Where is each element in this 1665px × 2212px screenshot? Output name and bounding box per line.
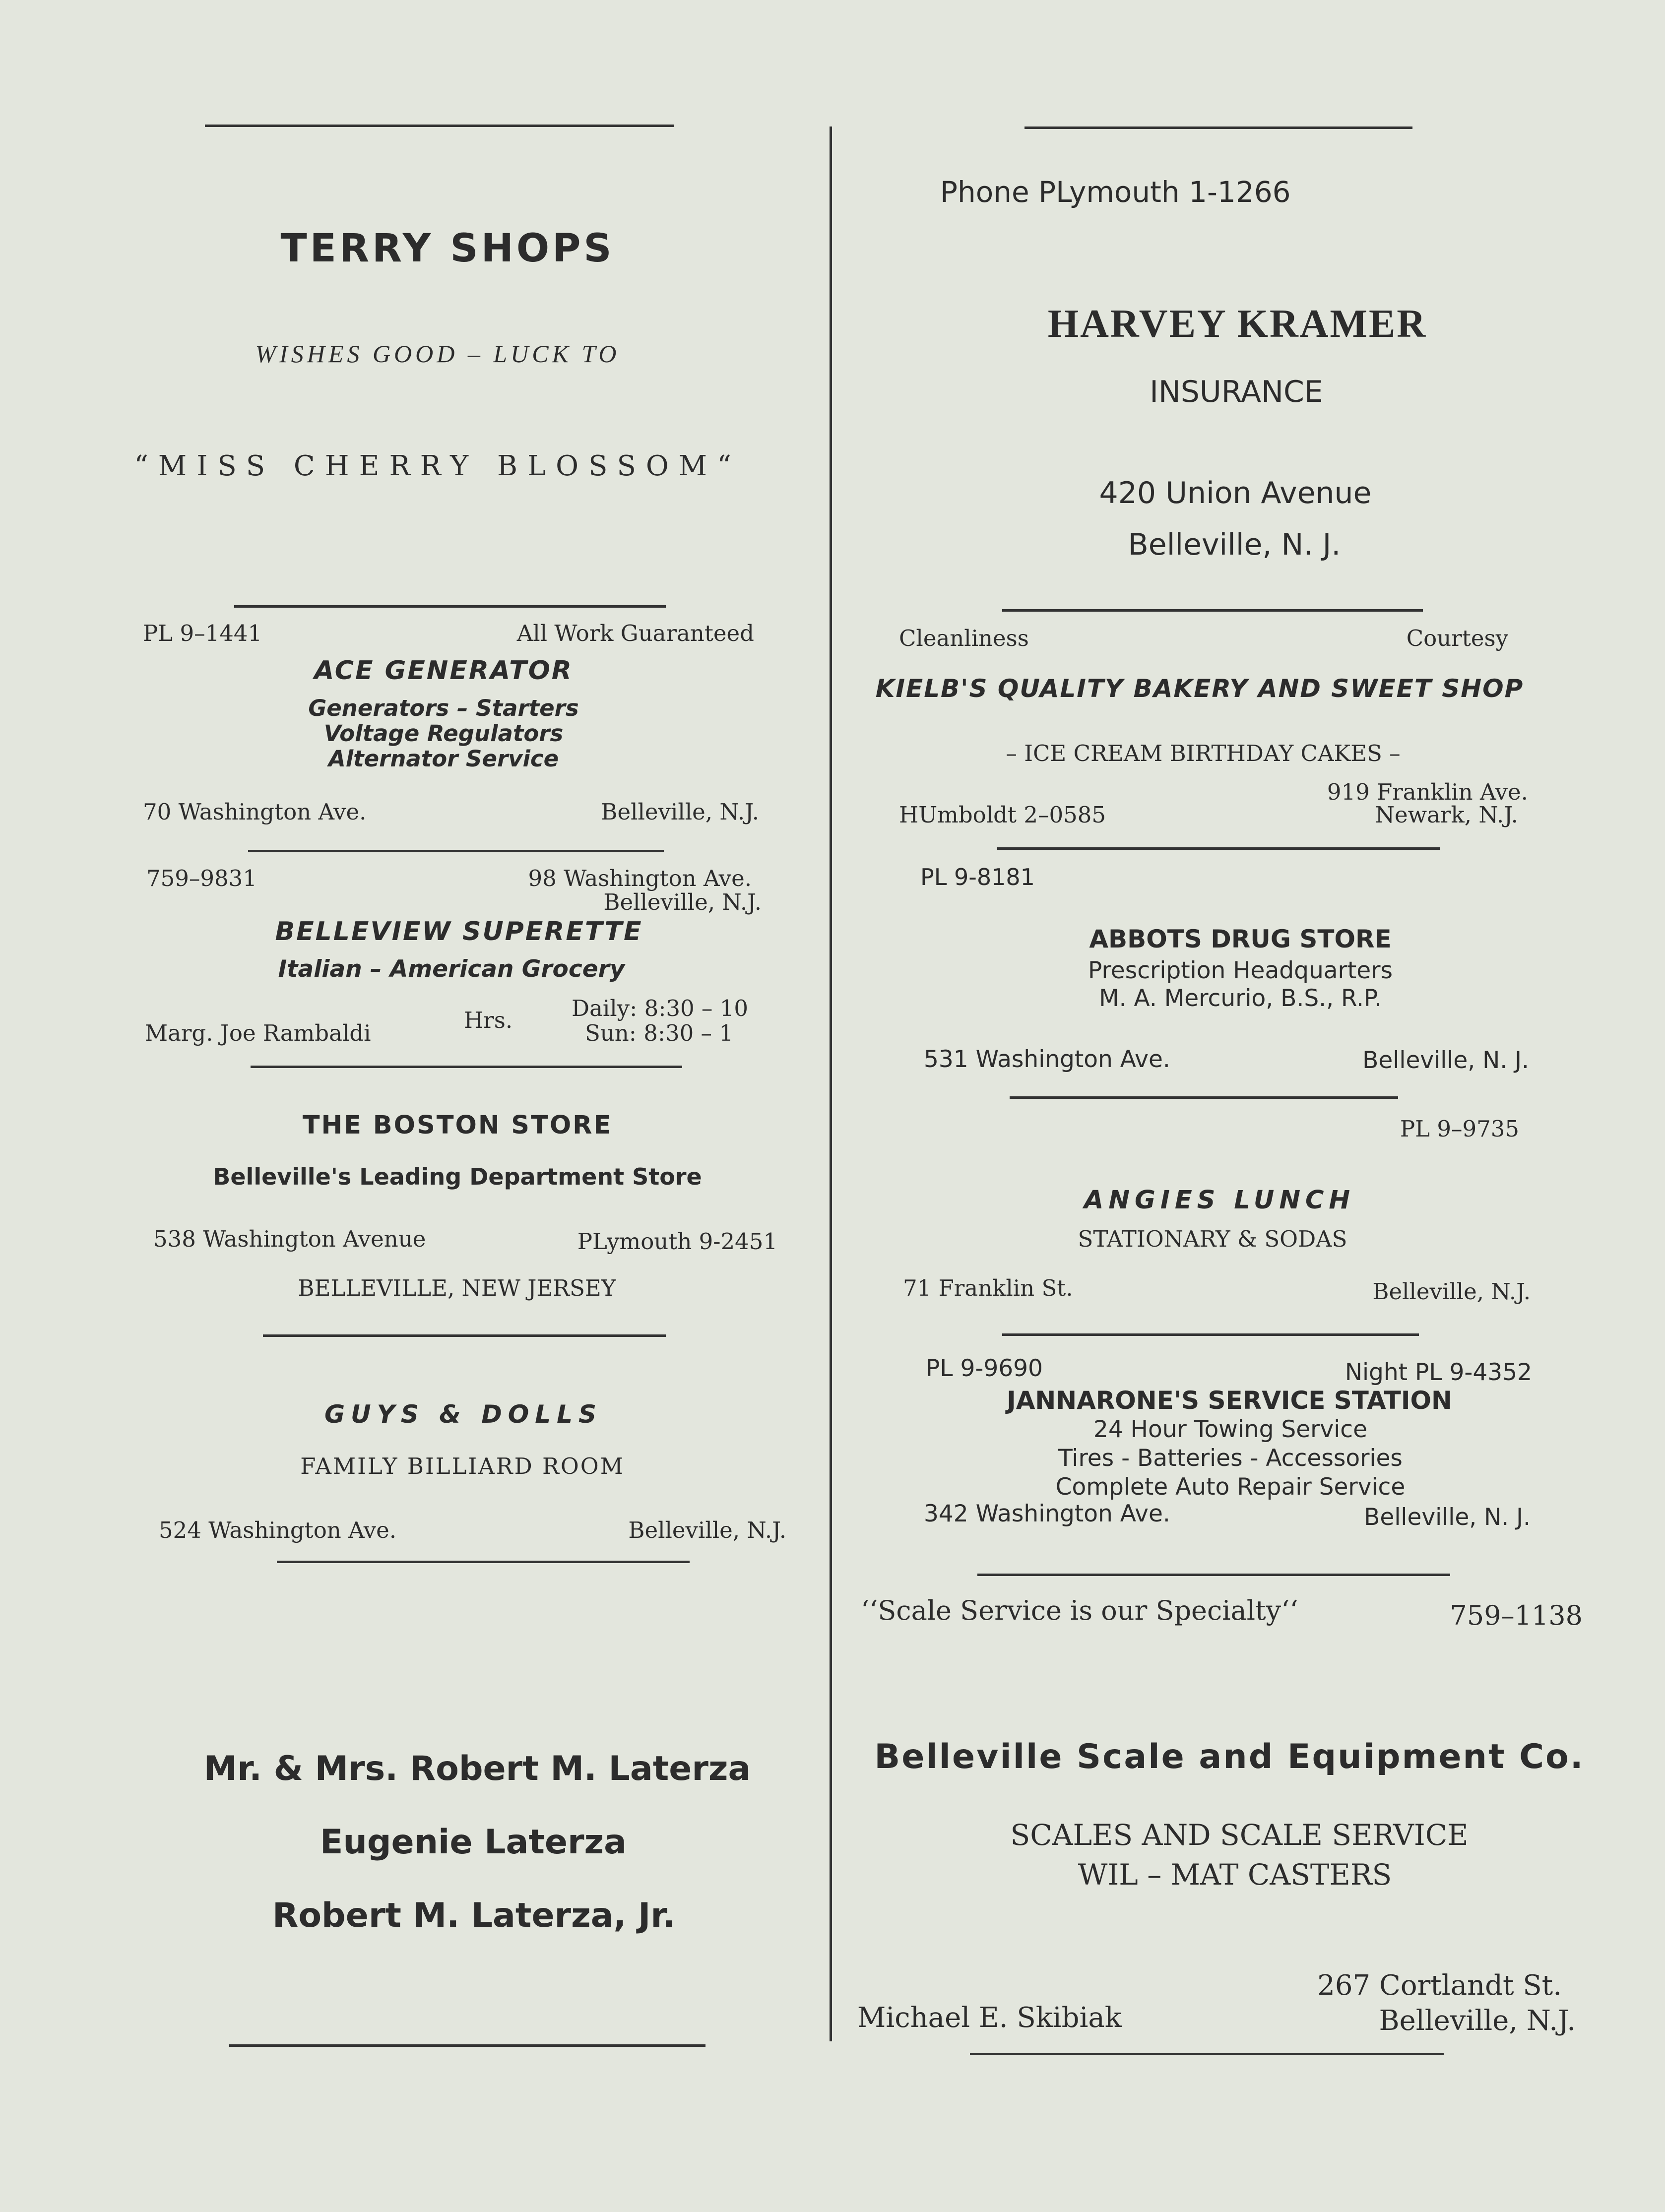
jannarone-name: JANNARONE'S SERVICE STATION xyxy=(1007,1386,1452,1415)
ace-line3: Alternator Service xyxy=(328,746,559,772)
boston-address: 538 Washington Avenue xyxy=(153,1226,426,1252)
laterza-line2: Eugenie Laterza xyxy=(320,1823,627,1862)
divider-rule xyxy=(1002,1333,1419,1336)
belleview-tagline: Italian – American Grocery xyxy=(278,955,625,983)
terry-shops-name: TERRY SHOPS xyxy=(280,226,615,271)
guys-dolls-address: 524 Washington Ave. xyxy=(159,1517,397,1543)
divider-rule xyxy=(251,1066,682,1068)
angies-address: 71 Franklin St. xyxy=(903,1275,1073,1301)
kramer-city: Belleville, N. J. xyxy=(1128,527,1341,562)
guys-dolls-name: GUYS & DOLLS xyxy=(324,1400,603,1429)
ace-address: 70 Washington Ave. xyxy=(143,799,367,825)
guys-dolls-tagline: FAMILY BILLIARD ROOM xyxy=(300,1453,625,1479)
belleview-address2: Belleville, N.J. xyxy=(603,889,762,915)
kramer-name: HARVEY KRAMER xyxy=(1047,302,1427,346)
kielb-city: Newark, N.J. xyxy=(1375,802,1518,828)
jannarone-night-phone: Night PL 9-4352 xyxy=(1345,1359,1532,1386)
laterza-line1: Mr. & Mrs. Robert M. Laterza xyxy=(203,1749,751,1788)
kielb-phone: HUmboldt 2–0585 xyxy=(899,802,1106,828)
jannarone-line3: Complete Auto Repair Service xyxy=(1055,1473,1406,1501)
laterza-line3: Robert M. Laterza, Jr. xyxy=(272,1896,676,1935)
kielb-name: KIELB'S QUALITY BAKERY AND SWEET SHOP xyxy=(875,674,1524,703)
kielb-tagline: – ICE CREAM BIRTHDAY CAKES – xyxy=(1006,740,1401,766)
ace-phone: PL 9–1441 xyxy=(143,620,262,646)
abbots-name: ABBOTS DRUG STORE xyxy=(1089,925,1392,953)
scale-address: 267 Cortlandt St. xyxy=(1317,1969,1562,2002)
angies-phone: PL 9–9735 xyxy=(1400,1116,1519,1142)
boston-phone: PLymouth 9-2451 xyxy=(577,1228,777,1255)
abbots-line1: Prescription Headquarters xyxy=(1088,957,1393,984)
bottom-rule-right xyxy=(970,2053,1444,2055)
jannarone-line2: Tires - Batteries - Accessories xyxy=(1058,1445,1403,1472)
belleview-name: BELLEVIEW SUPERETTE xyxy=(275,917,643,947)
jannarone-phone: PL 9-9690 xyxy=(926,1355,1043,1382)
belleview-sunday-hours: Sun: 8:30 – 1 xyxy=(584,1020,733,1046)
kielb-cleanliness: Cleanliness xyxy=(899,625,1029,651)
boston-tagline: Belleville's Leading Department Store xyxy=(213,1163,702,1190)
ace-name: ACE GENERATOR xyxy=(314,656,573,686)
ace-city: Belleville, N.J. xyxy=(601,799,759,825)
ace-line1: Generators – Starters xyxy=(308,695,579,721)
angies-city: Belleville, N.J. xyxy=(1372,1278,1531,1305)
divider-rule xyxy=(1002,609,1423,612)
belleview-daily-hours: Daily: 8:30 – 10 xyxy=(571,995,748,1021)
abbots-city: Belleville, N. J. xyxy=(1362,1047,1529,1074)
scale-line2: WIL – MAT CASTERS xyxy=(1078,1858,1392,1892)
ace-line2: Voltage Regulators xyxy=(323,720,564,747)
scale-owner: Michael E. Skibiak xyxy=(857,2002,1122,2034)
belleview-address1: 98 Washington Ave. xyxy=(528,865,752,891)
jannarone-address: 342 Washington Ave. xyxy=(924,1500,1170,1527)
abbots-address: 531 Washington Ave. xyxy=(924,1046,1170,1073)
divider-rule xyxy=(277,1561,690,1563)
column-divider xyxy=(830,126,832,2041)
kramer-tagline: INSURANCE xyxy=(1150,375,1323,409)
top-rule-right xyxy=(1025,126,1412,129)
belleview-phone: 759–9831 xyxy=(146,865,257,891)
scale-city: Belleville, N.J. xyxy=(1379,2005,1576,2037)
scale-phone: 759–1138 xyxy=(1450,1600,1583,1631)
belleview-owner: Marg. Joe Rambaldi xyxy=(145,1020,371,1046)
divider-rule xyxy=(248,850,664,852)
guys-dolls-city: Belleville, N.J. xyxy=(628,1517,786,1543)
scale-line1: SCALES AND SCALE SERVICE xyxy=(1010,1818,1469,1852)
bottom-rule-left xyxy=(229,2044,705,2047)
divider-rule xyxy=(234,605,666,608)
boston-name: THE BOSTON STORE xyxy=(302,1111,613,1140)
angies-tagline: STATIONARY & SODAS xyxy=(1078,1226,1347,1252)
belleview-hrs-label: Hrs. xyxy=(464,1007,513,1033)
kramer-address: 420 Union Avenue xyxy=(1099,476,1372,510)
kramer-phone: Phone PLymouth 1-1266 xyxy=(940,175,1291,209)
top-rule-left xyxy=(205,125,674,127)
angies-name: ANGIES LUNCH xyxy=(1084,1186,1355,1215)
divider-rule xyxy=(263,1334,666,1337)
divider-rule xyxy=(997,847,1440,850)
ace-guarantee: All Work Guaranteed xyxy=(516,620,754,646)
kielb-address: 919 Franklin Ave. xyxy=(1327,779,1528,805)
jannarone-city: Belleville, N. J. xyxy=(1364,1504,1531,1531)
terry-shops-line1: WISHES GOOD – LUCK TO xyxy=(255,340,620,368)
abbots-phone: PL 9-8181 xyxy=(920,864,1035,890)
jannarone-line1: 24 Hour Towing Service xyxy=(1093,1416,1368,1443)
terry-shops-line2: “MISS CHERRY BLOSSOM“ xyxy=(134,450,741,482)
abbots-line2: M. A. Mercurio, B.S., R.P. xyxy=(1099,985,1382,1012)
divider-rule xyxy=(1010,1096,1398,1099)
divider-rule xyxy=(977,1574,1450,1576)
kielb-courtesy: Courtesy xyxy=(1406,625,1508,651)
scale-slogan: ‘‘Scale Service is our Specialty‘‘ xyxy=(861,1595,1298,1626)
scale-name: Belleville Scale and Equipment Co. xyxy=(874,1737,1585,1776)
boston-city: BELLEVILLE, NEW JERSEY xyxy=(298,1275,616,1301)
